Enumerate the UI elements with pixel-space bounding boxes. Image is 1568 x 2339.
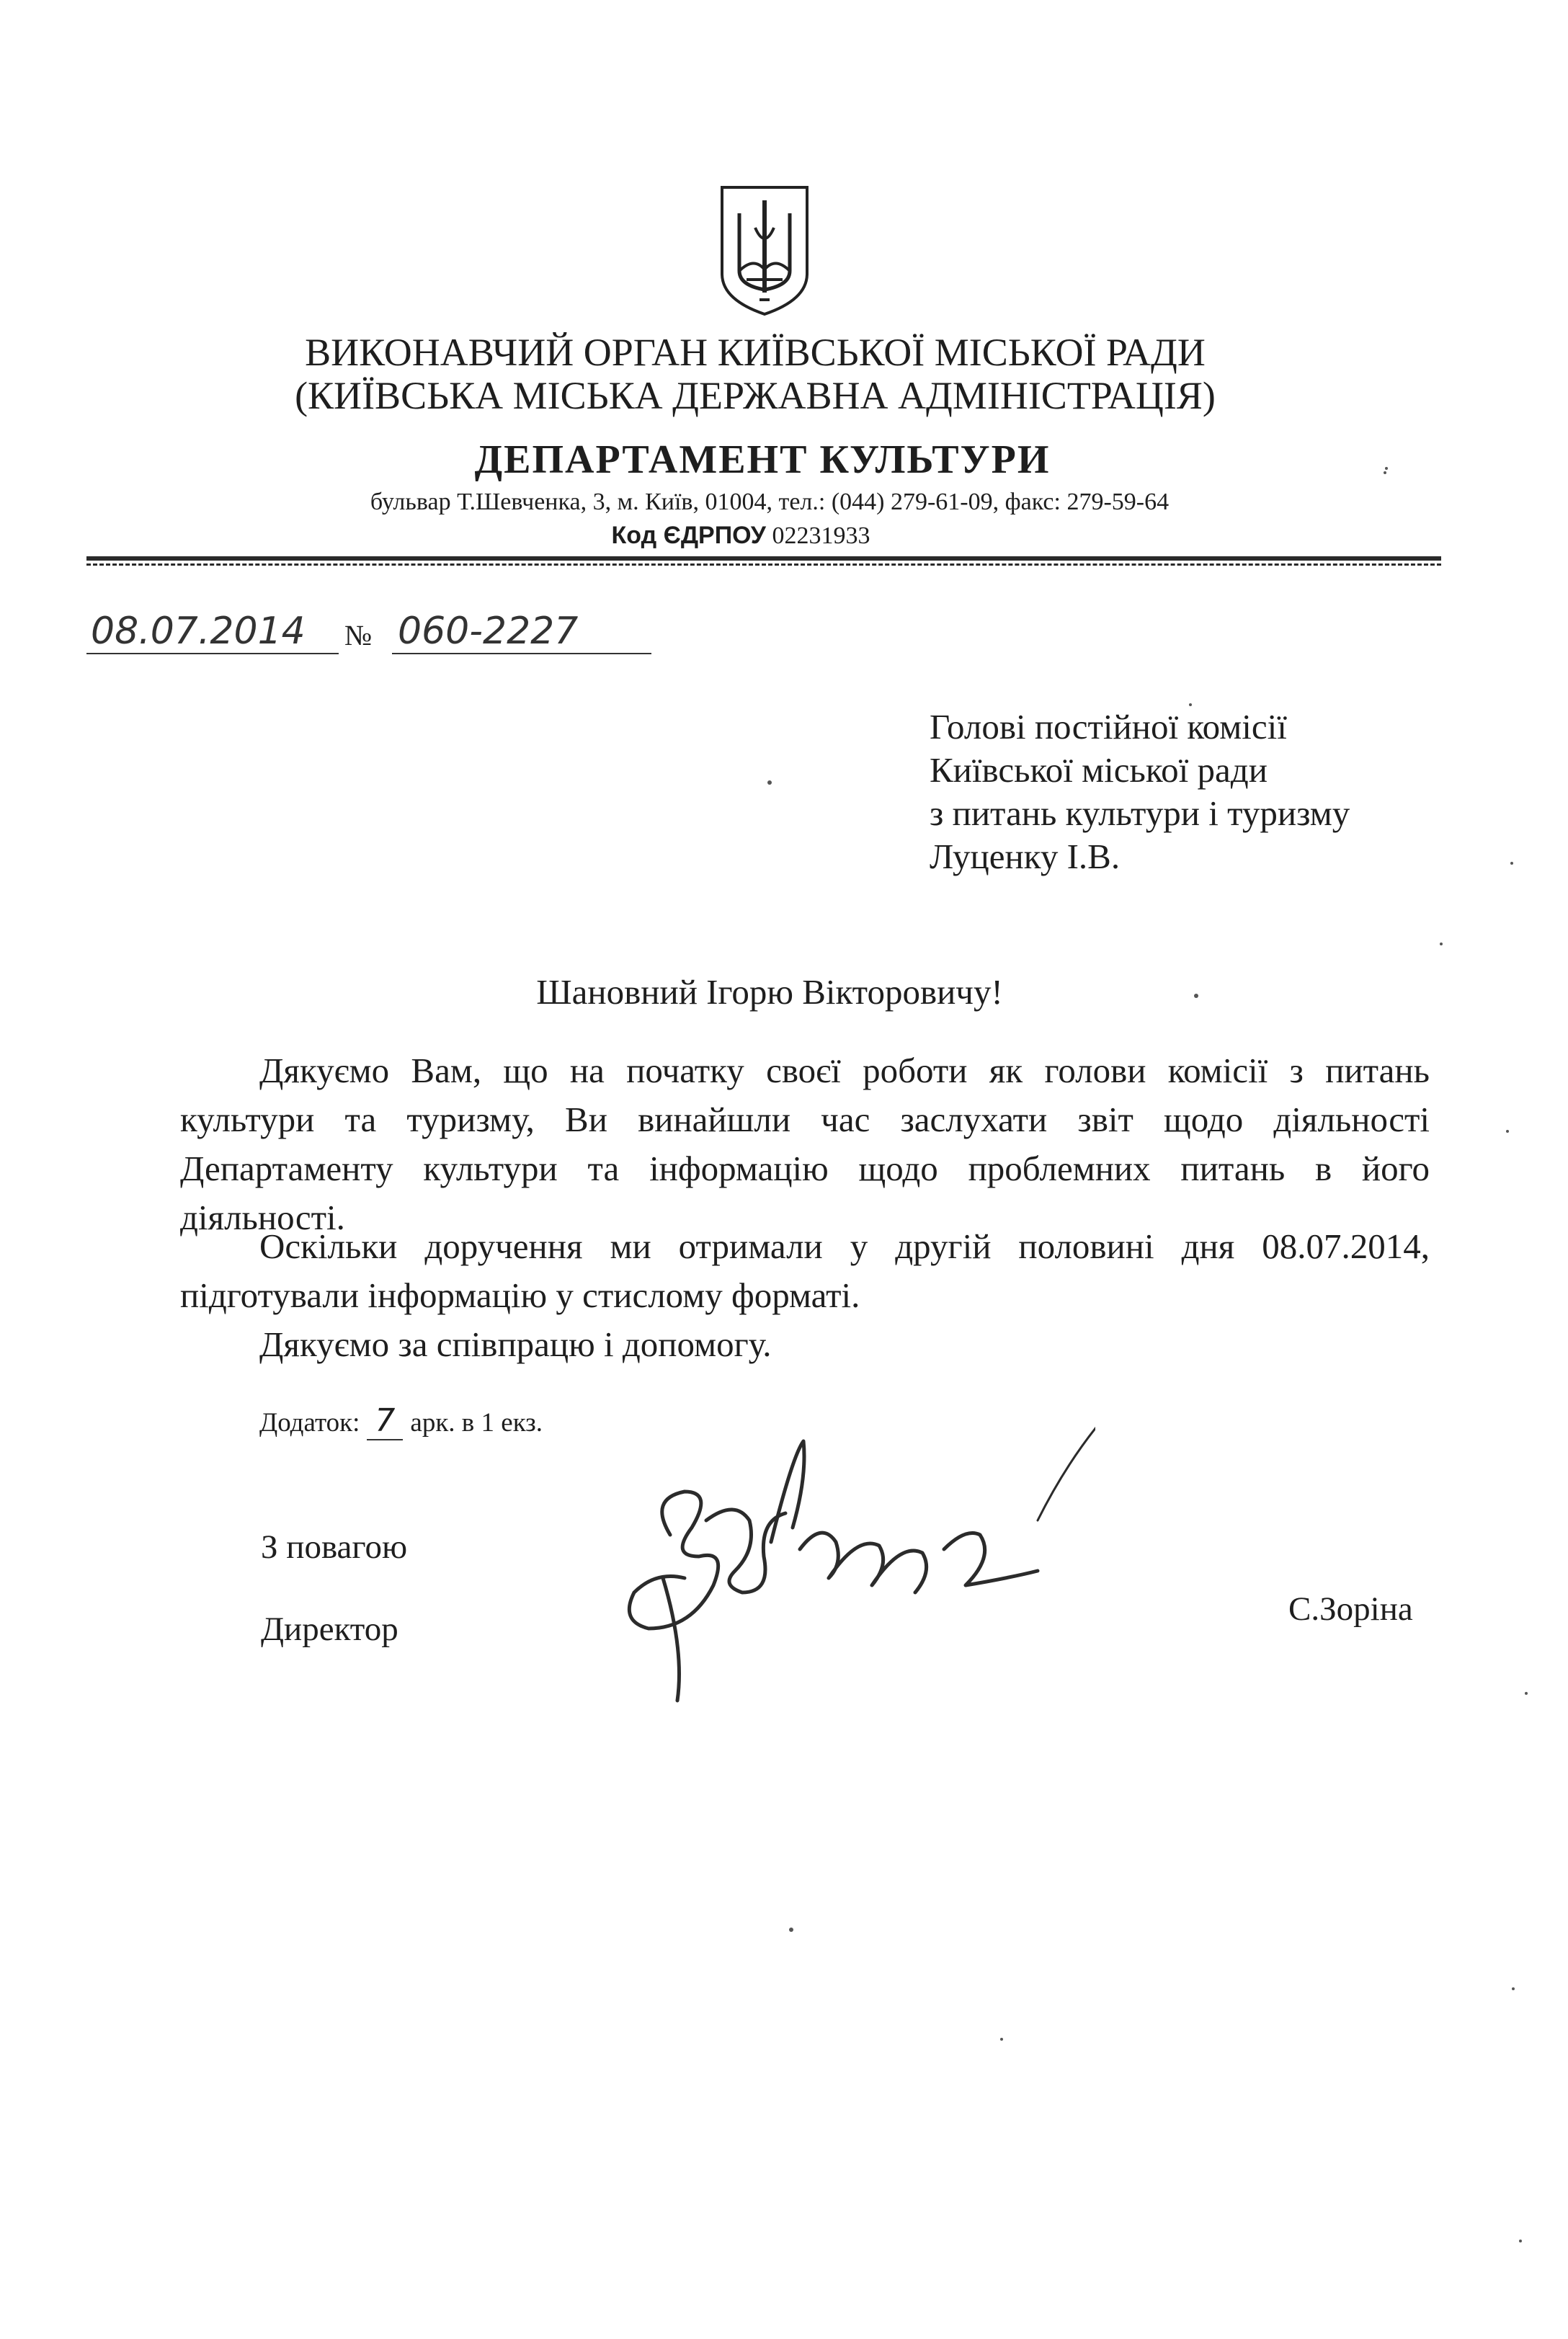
addressee-line: Київської міської ради xyxy=(930,750,1268,790)
department-address: бульвар Т.Шевченка, 3, м. Київ, 01004, тел.: (044) 279-61-09, факс: 279-59-64 xyxy=(370,489,1170,515)
attachment-suffix: арк. в 1 екз. xyxy=(410,1408,543,1438)
org-name-line1: ВИКОНАВЧИЙ ОРГАН КИЇВСЬКОЇ МІСЬКОЇ РАДИ xyxy=(305,331,1206,374)
signer-position: Директор xyxy=(261,1610,398,1648)
attachment-count: 7 xyxy=(367,1402,403,1440)
addressee-name: Луценку І.В. xyxy=(930,837,1121,876)
body-paragraph: Оскільки доручення ми отримали у другій половині дня 08.07.2014, підготували інформацію у стислому форматі. xyxy=(180,1226,1430,1315)
addressee-line: Голові постійної комісії xyxy=(930,707,1287,747)
edrpou-label: Код ЄДРПОУ xyxy=(611,522,766,549)
body-paragraph: Дякуємо Вам, що на початку своєї роботи як голови комісії з питань культури та туризму, Ви винайшли час заслухати звіт щодо діяльності Департаменту культури та інформацію щодо проблемних питань в його діяльності. xyxy=(180,1051,1430,1237)
department-title: ДЕПАРТАМЕНТ КУЛЬТУРИ xyxy=(474,437,1051,482)
body-paragraph: Дякуємо за співпрацю і допомогу. xyxy=(259,1324,772,1364)
registration-number: 060-2227 xyxy=(398,610,579,653)
signer-name: С.Зоріна xyxy=(1288,1590,1413,1628)
edrpou-value: 02231933 xyxy=(772,522,870,549)
registration-number-label: № xyxy=(344,619,373,651)
org-name-line2: (КИЇВСЬКА МІСЬКА ДЕРЖАВНА АДМІНІСТРАЦІЯ) xyxy=(295,374,1216,417)
salutation: Шановний Ігорю Вікторовичу! xyxy=(536,972,1003,1012)
attachment-label: Додаток: xyxy=(259,1408,360,1438)
closing-regards: З повагою xyxy=(261,1528,408,1566)
registration-date: 08.07.2014 xyxy=(91,610,306,653)
addressee-line: з питань культури і туризму xyxy=(930,793,1350,833)
